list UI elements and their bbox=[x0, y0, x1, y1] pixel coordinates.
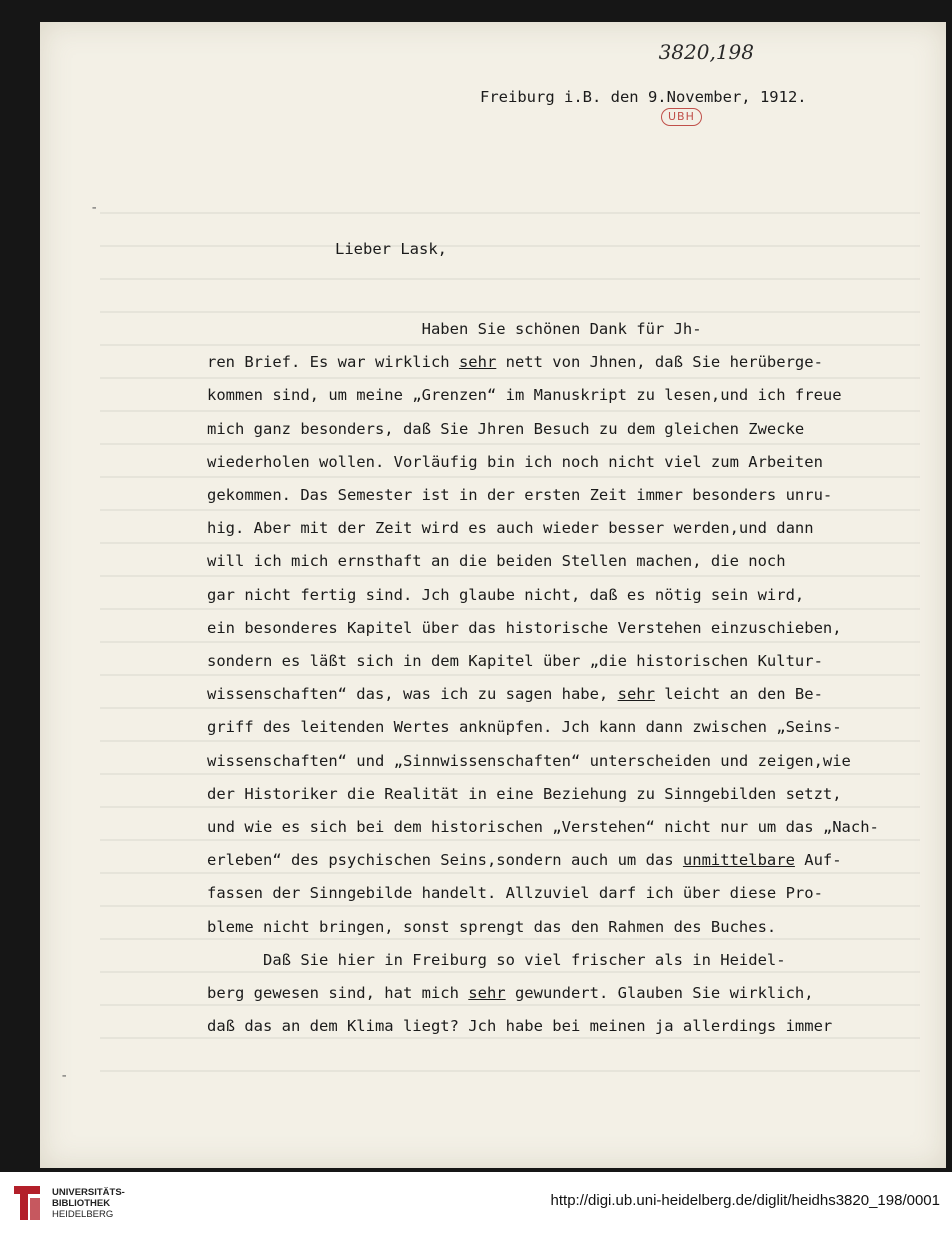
margin-mark: - bbox=[90, 200, 99, 216]
letter-line bbox=[207, 818, 879, 836]
line-segment: leicht an den Be- bbox=[654, 685, 823, 704]
line-segment: der Historiker die Realität in eine Beziehung zu Sinngebilden setzt, bbox=[207, 784, 842, 803]
footer-bar bbox=[0, 1172, 952, 1242]
line-segment: gekommen. Das Semester ist in der ersten Zeit immer besonders unru- bbox=[207, 486, 833, 504]
margin-mark: - bbox=[60, 1068, 69, 1084]
line-segment: hig. Aber mit der Zeit wird es auch wieder besser werden,und dann bbox=[207, 519, 814, 538]
logo-line-1: UNIVERSITÄTS- bbox=[52, 1186, 125, 1198]
underlined-word: sehr bbox=[617, 685, 655, 704]
letter-line bbox=[207, 718, 842, 736]
archive-number: 3820,198 bbox=[658, 40, 754, 64]
letter-line bbox=[207, 785, 842, 803]
line-segment: ein besonderes Kapitel über das historische Verstehen einzuschieben, bbox=[207, 618, 842, 637]
underlined-word: unmittelbare bbox=[682, 851, 795, 870]
logo-line-2: BIBLIOTHEK bbox=[52, 1197, 111, 1209]
underlined-word: sehr bbox=[468, 984, 506, 1002]
line-segment: nett von Jhnen, daß Sie herüberge- bbox=[496, 353, 823, 372]
logo-text bbox=[52, 1187, 125, 1220]
letter-line bbox=[207, 685, 823, 703]
letter-line bbox=[207, 320, 702, 338]
letter-line bbox=[207, 453, 823, 471]
library-stamp: UBH bbox=[661, 108, 702, 126]
line-segment: gar nicht fertig sind. Jch glaube nicht, daß es nötig sein wird, bbox=[207, 585, 805, 604]
logo-line-3: HEIDELBERG bbox=[52, 1208, 114, 1220]
letter-line bbox=[207, 353, 823, 371]
line-segment: erleben“ des psychischen Seins,sondern auch um das bbox=[207, 851, 683, 870]
line-segment: wissenschaften“ das, was ich zu sagen habe, bbox=[207, 685, 618, 704]
line-segment: mich ganz besonders, daß Sie Jhren Besuch zu dem gleichen Zwecke bbox=[207, 419, 805, 438]
letter-line bbox=[207, 519, 814, 537]
permalink-url[interactable]: http://digi.ub.uni-heidelberg.de/diglit/heidhs3820_198/0001 bbox=[550, 1192, 940, 1209]
line-segment: wiederholen wollen. Vorläufig bin ich noch nicht viel zum Arbeiten bbox=[207, 452, 823, 471]
line-segment: will ich mich ernsthaft an die beiden Stellen machen, die noch bbox=[207, 552, 786, 571]
line-segment: und wie es sich bei dem historischen „Verstehen“ nicht nur um das „Nach- bbox=[207, 818, 879, 836]
letter-line bbox=[207, 586, 804, 604]
line-segment: Daß Sie hier in Freiburg so viel frischer als in Heidel- bbox=[207, 950, 786, 969]
letter-line bbox=[207, 386, 842, 404]
letter-line bbox=[207, 984, 814, 1002]
line-segment: griff des leitenden Wertes anknüpfen. Jch kann dann zwischen „Seins- bbox=[207, 718, 842, 737]
line-segment: ren Brief. Es war wirklich bbox=[207, 353, 459, 372]
letter-line bbox=[207, 619, 842, 637]
underlined-word: sehr bbox=[458, 353, 497, 372]
letter-line bbox=[207, 884, 823, 902]
line-segment: gewundert. Glauben Sie wirklich, bbox=[505, 984, 814, 1002]
letter-line bbox=[207, 851, 842, 869]
line-segment: bleme nicht bringen, sonst sprengt das den Rahmen des Buches. bbox=[207, 917, 777, 936]
line-segment: sondern es läßt sich in dem Kapitel über „die historischen Kultur- bbox=[207, 652, 823, 670]
line-segment: fassen der Sinngebilde handelt. Allzuviel darf ich über diese Pro- bbox=[207, 884, 823, 903]
letter-page bbox=[40, 22, 946, 1168]
line-segment: kommen sind, um meine „Grenzen“ im Manuskript zu lesen,und ich freue bbox=[207, 386, 842, 405]
line-segment: wissenschaften“ und „Sinnwissenschaften“ unterscheiden und zeigen,wie bbox=[207, 751, 851, 770]
letter-salutation: Lieber Lask, bbox=[335, 240, 447, 258]
letter-line bbox=[207, 420, 804, 438]
letter-line bbox=[207, 486, 832, 504]
letter-line bbox=[207, 552, 786, 570]
line-segment: Auf- bbox=[794, 851, 842, 870]
letter-line bbox=[207, 1017, 832, 1035]
letter-line bbox=[207, 652, 823, 670]
line-segment: daß das an dem Klima liegt? Jch habe bei meinen ja allerdings immer bbox=[207, 1017, 833, 1036]
university-library-logo-icon bbox=[10, 1182, 44, 1224]
letter-line bbox=[207, 752, 851, 770]
letter-line bbox=[207, 918, 776, 936]
letter-line bbox=[207, 951, 786, 969]
letter-date: Freiburg i.B. den 9.November, 1912. bbox=[480, 88, 807, 106]
library-logo[interactable] bbox=[10, 1182, 125, 1224]
line-segment: berg gewesen sind, hat mich bbox=[207, 984, 469, 1002]
line-segment: Haben Sie schönen Dank für Jh- bbox=[207, 320, 702, 338]
